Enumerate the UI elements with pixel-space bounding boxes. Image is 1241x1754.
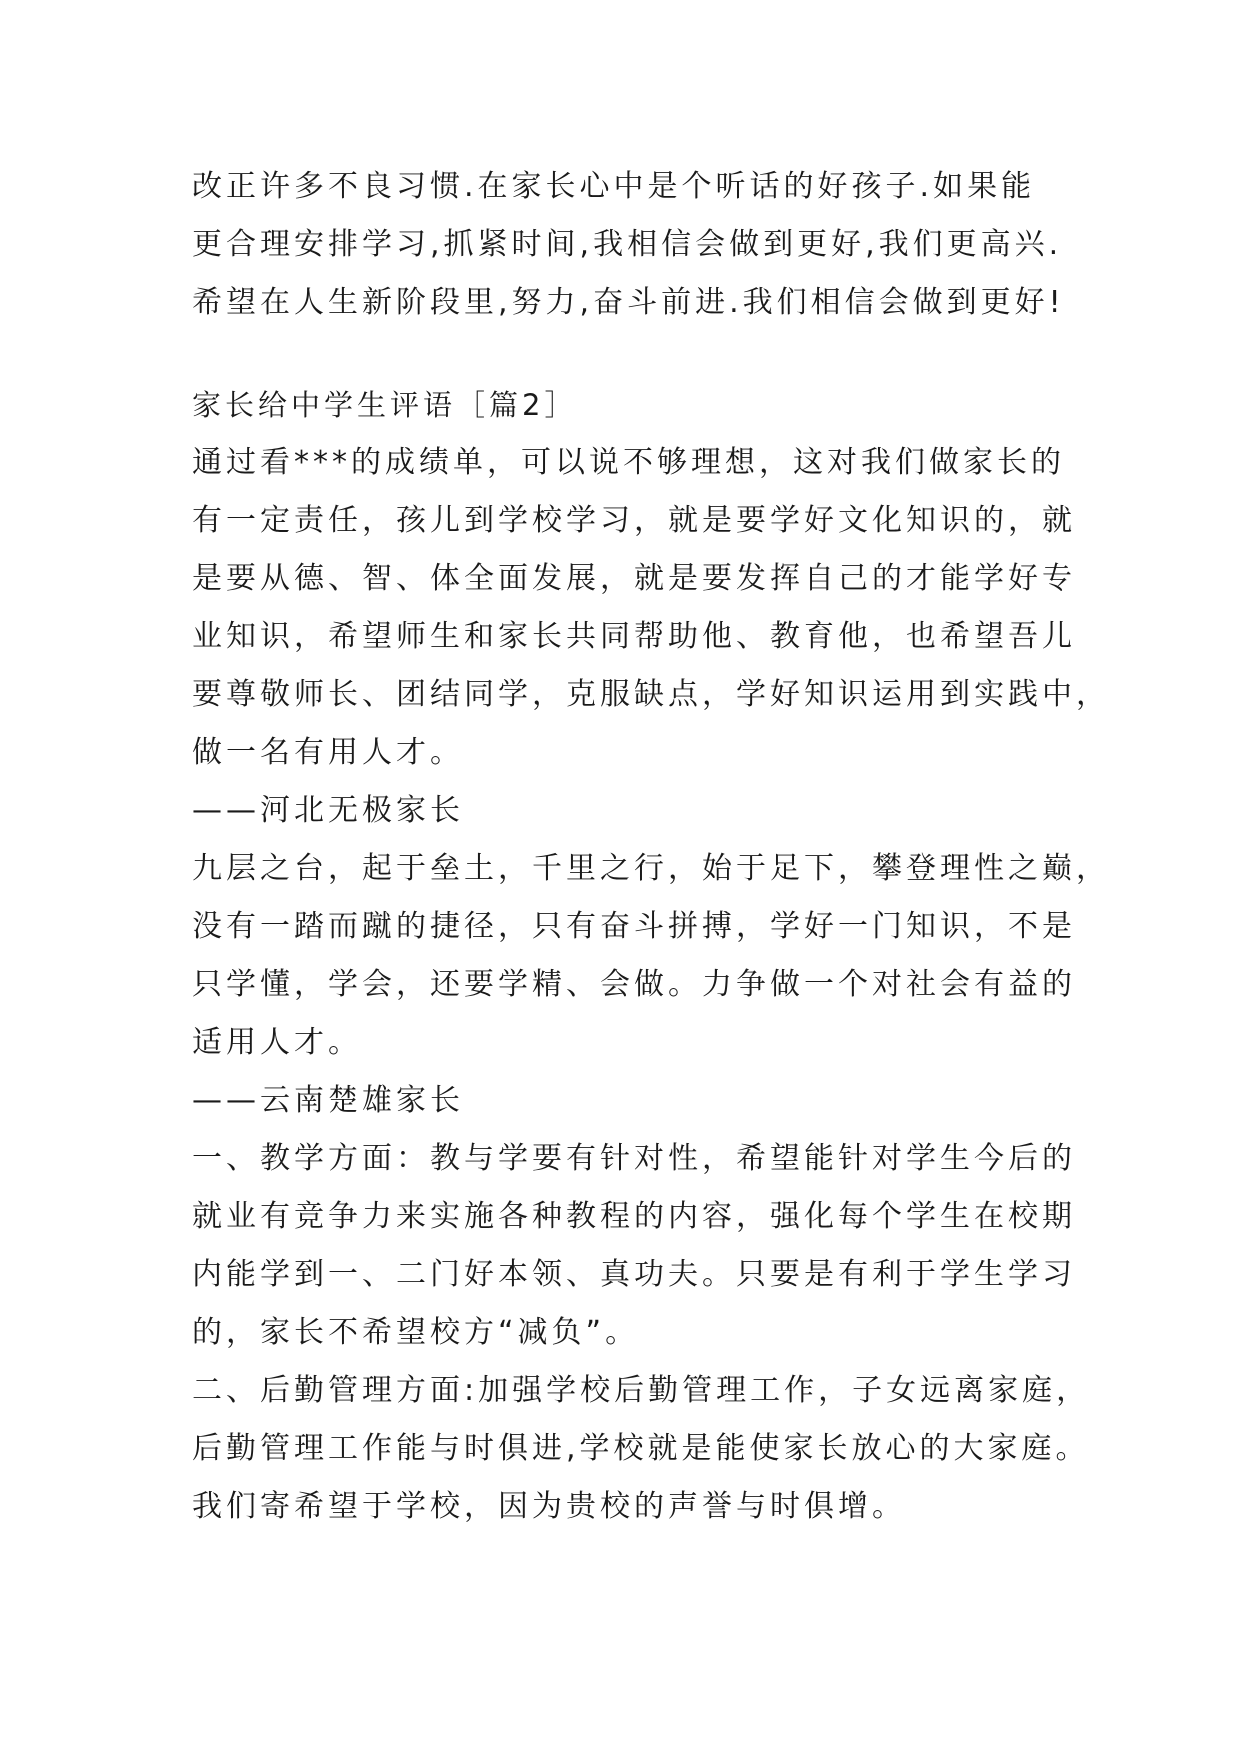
signature-yunnan: ——云南楚雄家长 (192, 1083, 464, 1118)
body-line-15: 内能学到一、二门好本领、真功夫。只要是有利于学生学习 (192, 1257, 1076, 1292)
body-line-1: 通过看***的成绩单，可以说不够理想，这对我们做家长的 (192, 445, 1065, 480)
body-line-17: 二、后勤管理方面:加强学校后勤管理工作，子女远离家庭， (192, 1373, 1091, 1408)
body-line-6: 做一名有用人才。 (192, 735, 464, 770)
body-line-19: 我们寄希望于学校，因为贵校的声誉与时俱增。 (192, 1489, 906, 1524)
body-line-13: 一、教学方面：教与学要有针对性，希望能针对学生今后的 (192, 1141, 1076, 1176)
body-line-16: 的，家长不希望校方“减负”。 (192, 1315, 640, 1350)
body-line-9: 没有一踏而蹴的捷径，只有奋斗拼搏，学好一门知识，不是 (192, 909, 1076, 944)
body-line-11: 适用人才。 (192, 1025, 362, 1060)
section-title: 家长给中学生评语［篇2］ (192, 388, 578, 422)
body-line-4: 业知识，希望师生和家长共同帮助他、教育他，也希望吾儿 (192, 619, 1076, 654)
body-line-10: 只学懂，学会，还要学精、会做。力争做一个对社会有益的 (192, 967, 1076, 1002)
body-line-18: 后勤管理工作能与时俱进,学校就是能使家长放心的大家庭。 (192, 1431, 1090, 1466)
paragraph-gap (192, 332, 1072, 376)
body-line-3: 是要从德、智、体全面发展，就是要发挥自己的才能学好专 (192, 561, 1076, 596)
body-line-2: 有一定责任，孩儿到学校学习，就是要学好文化知识的，就 (192, 503, 1076, 538)
intro-line-2: 更合理安排学习,抓紧时间,我相信会做到更好,我们更高兴. (192, 227, 1063, 262)
intro-line-3: 希望在人生新阶段里,努力,奋斗前进.我们相信会做到更好! (192, 285, 1065, 320)
intro-line-1: 改正许多不良习惯.在家长心中是个听话的好孩子.如果能 (192, 169, 1036, 204)
document-text (192, 158, 1110, 1536)
body-line-14: 就业有竞争力来实施各种教程的内容，强化每个学生在校期 (192, 1199, 1076, 1234)
body-line-5: 要尊敬师长、团结同学，克服缺点，学好知识运用到实践中， (192, 677, 1110, 712)
signature-hebei: ——河北无极家长 (192, 793, 464, 828)
body-line-8: 九层之台，起于垒土，千里之行，始于足下，攀登理性之巅， (192, 851, 1110, 886)
